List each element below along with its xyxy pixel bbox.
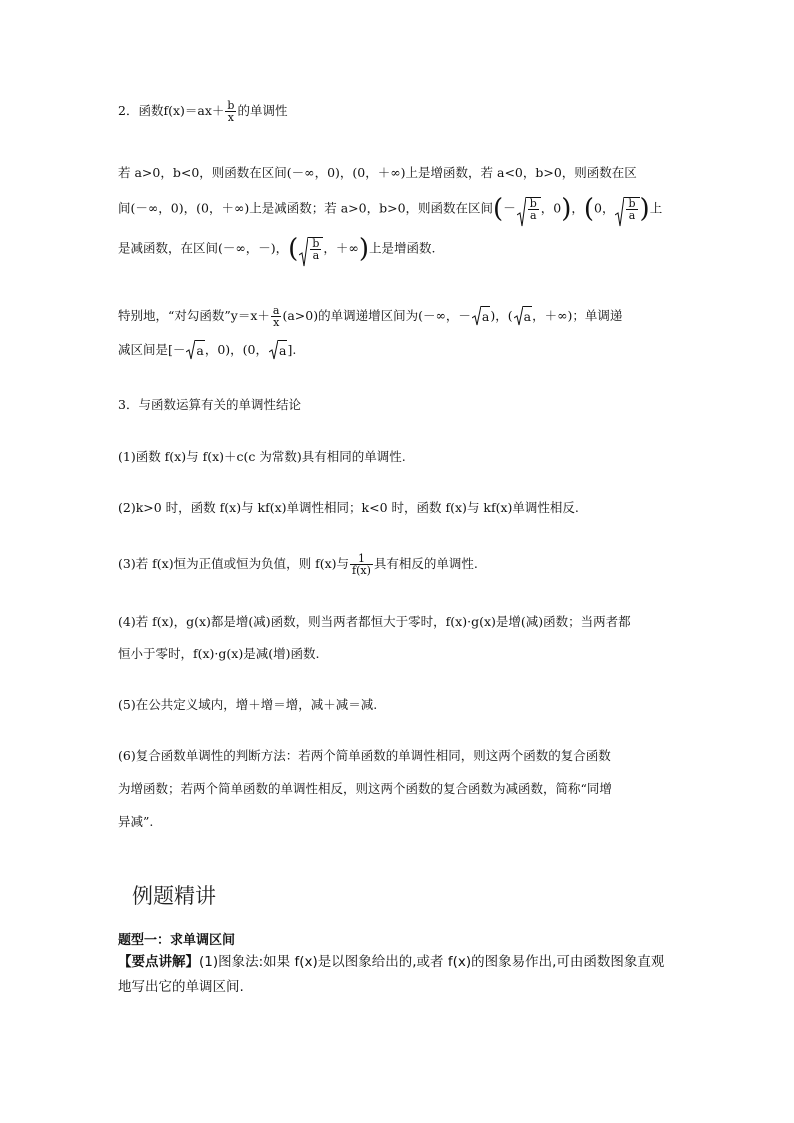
- radical-sign-icon: [186, 340, 195, 360]
- left-paren-3: (: [288, 234, 299, 264]
- sqrt-numerator: b: [529, 197, 537, 210]
- sqrt-a-value: a: [523, 306, 532, 327]
- sqrt-b-over-a: [517, 197, 541, 221]
- section-3-heading: 3．与函数运算有关的单调性结论: [118, 397, 301, 412]
- radical-sign-icon: [514, 306, 523, 326]
- sqrt-a-value: a: [481, 306, 490, 327]
- sqrt-denominator: a: [529, 209, 537, 222]
- item-4-line2: 恒小于零时，f(x)·g(x)是减(增)函数.: [118, 646, 320, 661]
- para2-line2-text: 减区间是[－: [118, 342, 186, 357]
- item-3-end: 具有相反的单调性.: [373, 556, 478, 571]
- sqrt-b-over-a-2: [615, 197, 639, 221]
- item-6-line1: (6)复合函数单调性的判断方法：若两个简单函数的单调性相同，则这两个函数的复合函数: [118, 748, 611, 763]
- para1-line3-infinity: ＋∞: [335, 240, 359, 256]
- fraction-denominator: x: [227, 111, 235, 124]
- right-paren: ): [561, 194, 572, 224]
- sqrt-a-4: [269, 340, 287, 361]
- right-paren-2: ): [639, 194, 650, 224]
- sqrt-denominator: a: [312, 249, 320, 262]
- sqrt-b-over-a-3: [299, 237, 323, 261]
- radical-sign-icon: [269, 340, 278, 360]
- question-type-title: 题型一：求单调区间: [118, 933, 236, 948]
- radical-sign-icon: [299, 237, 308, 267]
- item-2: (2)k>0 时，函数 f(x)与 kf(x)单调性相同；k<0 时，函数 f(x)与 kf(x)单调性相反.: [118, 500, 579, 515]
- para2-line2-end: ].: [287, 342, 297, 357]
- section-title: 例题精讲: [132, 884, 216, 908]
- sqrt-a-3: [186, 340, 204, 361]
- para1-line3-text: 是减函数，在区间(－∞，－)，: [118, 240, 289, 256]
- radical-sign-icon: [472, 306, 481, 326]
- para2-line1-text: 特别地，“对勾函数”y＝x＋: [118, 308, 270, 323]
- heading-prefix: 2．函数: [118, 103, 164, 118]
- left-paren: (: [493, 194, 504, 224]
- fraction-numerator: b: [227, 99, 235, 112]
- radical-sign-icon: [517, 197, 526, 227]
- para1-line3: 是减函数，在区间(－∞，－)，( $\frac{b}{a}$ ，＋∞)上是增函数.: [118, 236, 678, 262]
- keypoint-line1: [118, 950, 678, 975]
- item-6-line3: 异减”.: [118, 814, 154, 829]
- para2-line1: [118, 305, 678, 328]
- keypoint-text-1: (1)图象法:如果 f(x)是以图象给出的,或者 f(x)的图象易作出,可由函数图象直观: [199, 954, 665, 970]
- para1-line2-end: 上: [649, 200, 663, 216]
- left-paren-2: (: [583, 194, 595, 224]
- sqrt-numerator: b: [312, 237, 320, 250]
- para1-line1: 若 a>0，b<0，则函数在区间(－∞，0)，(0，＋∞)上是增函数，若 a<0，b>0，则函数在区: [118, 165, 637, 180]
- keypoint-explanation: [118, 950, 678, 1000]
- section-2-heading: [118, 100, 678, 123]
- para2-fraction: [271, 305, 282, 328]
- item-3-fraction: [350, 553, 373, 576]
- item-6-line2: 为增函数；若两个简单函数的单调性相反，则这两个函数的复合函数为减函数，简称“同增: [118, 781, 612, 796]
- right-paren-3: ): [358, 234, 369, 264]
- radical-sign-icon: [615, 197, 624, 227]
- heading-suffix: 的单调性: [237, 103, 288, 118]
- sqrt-denominator: a: [628, 209, 636, 222]
- sqrt-numerator: b: [628, 197, 636, 210]
- keypoint-text-2: 地写出它的单调区间.: [118, 979, 244, 995]
- fraction-denominator: x: [273, 316, 280, 329]
- fraction-denominator: f(x): [352, 564, 371, 577]
- fraction-numerator: 1: [350, 553, 373, 565]
- item-3-text: (3)若 f(x)恒为正值或恒为负值，则 f(x)与: [118, 556, 350, 571]
- item-3: [118, 553, 678, 576]
- para1-line3-end: 上是增函数.: [368, 240, 436, 256]
- para1-line2: 间(－∞，0)，(0，＋∞)上是减函数；若 a>0，b>0，则函数在区间(－ $\frac{b}{a}$ ，0)，(0， $\frac{b}{a}$ )上: [118, 196, 678, 222]
- item-4-line1: (4)若 f(x)，g(x)都是增(减)函数，则当两者都恒大于零时，f(x)·g(x)是增(减)函数；当两者都: [118, 614, 631, 629]
- fraction-numerator: a: [272, 304, 280, 317]
- heading-formula: f(x)＝ax＋: [163, 103, 225, 118]
- sqrt-a-2: [514, 306, 532, 327]
- sqrt-a: [472, 306, 490, 327]
- para1-line2-text: 间(－∞，0)，(0，＋∞)上是减函数；若 a>0，b>0，则函数在区间: [118, 200, 494, 216]
- item-5: (5)在公共定义域内，增＋增＝增，减＋减＝减.: [118, 697, 378, 712]
- para2-line1-mid2: )，(: [490, 308, 513, 323]
- para1-line2-mid: ，0: [540, 200, 562, 216]
- para2-line1-mid: (a>0)的单调递增区间为(－∞，－: [282, 308, 471, 323]
- para2-line2: [118, 340, 678, 361]
- para2-line2-mid: ，0)，(0，: [204, 342, 269, 357]
- item-1: (1)函数 f(x)与 f(x)＋c(c 为常数)具有相同的单调性.: [118, 449, 406, 464]
- sqrt-a-value: a: [195, 340, 204, 361]
- sqrt-a-value: a: [278, 340, 287, 361]
- keypoint-tag: 【要点讲解】: [118, 954, 199, 970]
- heading-fraction: [225, 100, 236, 123]
- para2-line1-end: ，＋∞)；单调递: [532, 308, 623, 323]
